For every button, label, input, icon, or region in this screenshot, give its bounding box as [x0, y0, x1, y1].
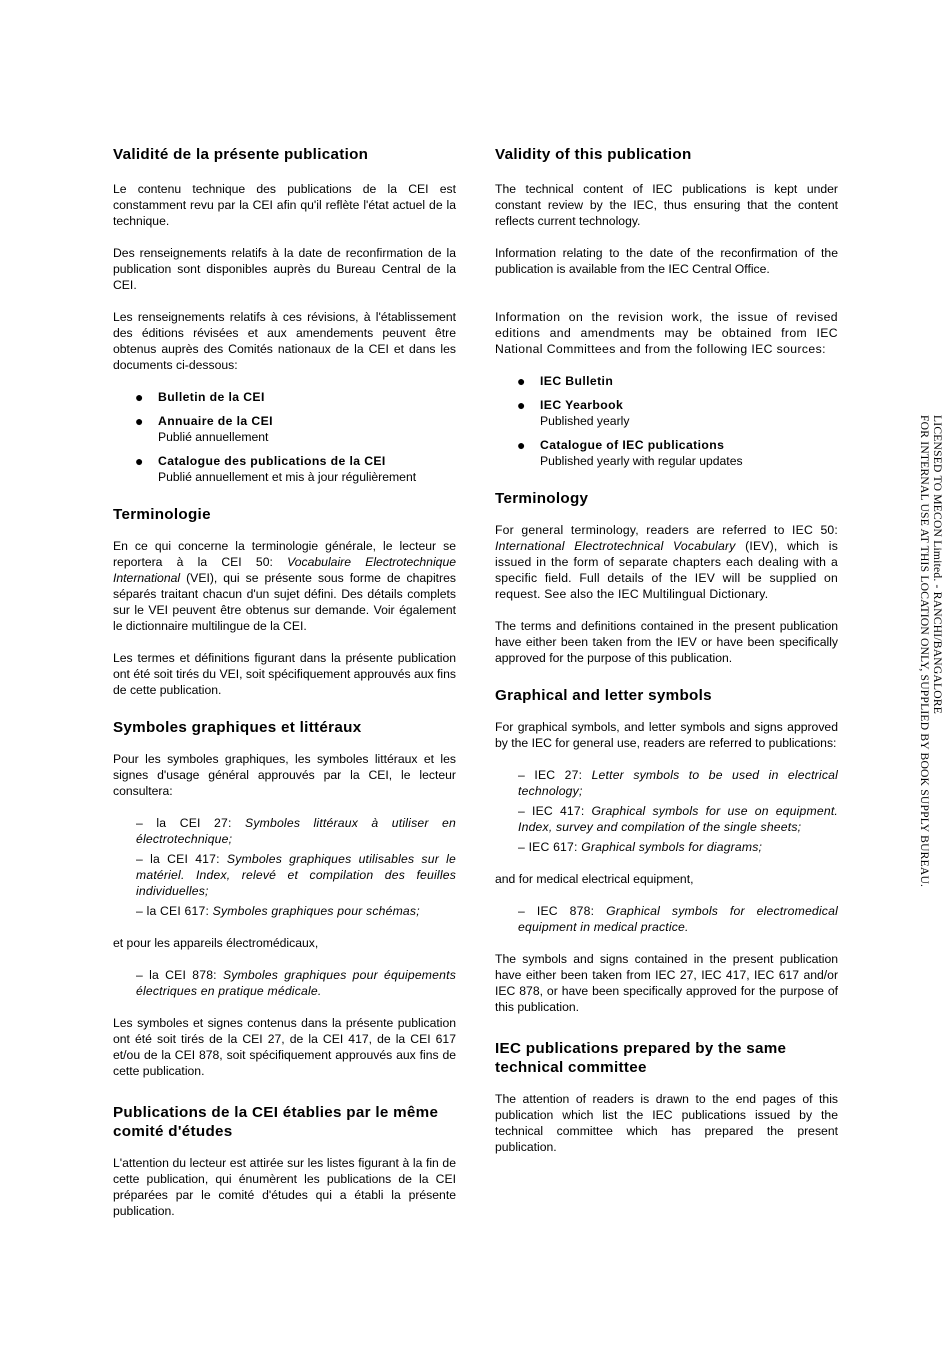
heading-validity-en: Validity of this publication: [495, 146, 692, 163]
list-item: – IEC 878: Graphical symbols for electromedical equipment in medical practice.: [518, 904, 838, 934]
list-item: – la CEI 878: Symboles graphiques pour équipements électriques en pratique médicale.: [136, 968, 457, 998]
source-title: Bulletin de la CEI: [158, 390, 265, 404]
source-subtitle: Publié annuellement et mis à jour régulièrement: [158, 470, 417, 484]
paragraph-terminology-2-fr: Les termes et définitions figurant dans la présente publication ont été soit tirés du VEI, soit spécifiquement approuvés aux fins de cette publication.: [113, 651, 456, 697]
paragraph-validity-2-fr: Des renseignements relatifs à la date de reconfirmation de la publication sont disponibles auprès du Bureau Central de la CEI.: [113, 246, 456, 292]
sources-list-fr: [113, 389, 456, 485]
paragraph-validity-2-en: Information relating to the date of the reconfirmation of the publication is available from the IEC Central Office.: [495, 246, 838, 276]
list-item: – la CEI 417: Symboles graphiques utilisables sur le matériel. Index, relevé et compilation des feuilles individuelles;: [136, 852, 456, 898]
source-subtitle: Published yearly: [540, 414, 630, 428]
list-item: [495, 437, 838, 469]
heading-publications-en: IEC publications prepared by the same technical committee: [495, 1040, 787, 1076]
sources-list-en: [495, 373, 838, 469]
symbols-list-en: [495, 767, 838, 855]
paragraph-validity-1-en: The technical content of IEC publications is kept under constant review by the IEC, thus ensuring that the content reflects current technology.: [495, 182, 838, 228]
bullet-icon: ●: [517, 373, 526, 389]
source-subtitle: Publié annuellement: [158, 430, 269, 444]
license-stamp-line-2: FOR INTERNAL USE AT THIS LOCATION ONLY, SUPPLIED BY BOOK SUPPLY BUREAU.: [918, 415, 931, 888]
medical-symbols-list-fr: [113, 967, 456, 999]
source-title: IEC Bulletin: [540, 374, 614, 388]
paragraph-symbols-3-en: The symbols and signs contained in the present publication have either been taken from IEC 27, IEC 417, IEC 617 and/or IEC 878, or have been specifically approved for the purpose of this publication.: [495, 952, 838, 1014]
list-item: – IEC 27: Letter symbols to be used in electrical technology;: [518, 768, 839, 798]
heading-validity-fr: Validité de la présente publication: [113, 146, 369, 163]
paragraph-symbols-2-en: and for medical electrical equipment,: [495, 872, 694, 886]
bullet-icon: ●: [135, 413, 144, 429]
paragraph-symbols-1-en: For graphical symbols, and letter symbols and signs approved by the IEC for general use, readers are referred to publications:: [495, 720, 838, 750]
english-column: [495, 145, 838, 1155]
list-item: – IEC 417: Graphical symbols for use on equipment. Index, survey and compilation of the single sheets;: [518, 804, 838, 834]
paragraph-validity-1-fr: Le contenu technique des publications de la CEI est constamment revu par la CEI afin qu'il reflète l'état actuel de la technique.: [113, 182, 456, 228]
paragraph-terminology-1-fr: En ce qui concerne la terminologie générale, le lecteur se reportera à la CEI 50: Vocabulaire Electrotechnique International (VEI), qui se présente sous forme de chapitres séparés traitant chacun d'un sujet défini. Des détails complets sur le VEI peuvent être obtenus sur demande. Voir également le dictionnaire multilingue de la CEI.: [113, 539, 456, 633]
paragraph-symbols-2-fr: et pour les appareils électromédicaux,: [113, 936, 319, 950]
list-item: [113, 453, 456, 485]
list-item: [113, 413, 456, 445]
heading-symbols-en: Graphical and letter symbols: [495, 687, 712, 704]
paragraph-symbols-1-fr: Pour les symboles graphiques, les symboles littéraux et les signes d'usage général approuvés par la CEI, le lecteur consultera:: [113, 752, 456, 798]
list-item: [495, 373, 838, 389]
paragraph-terminology-2-en: The terms and definitions contained in the present publication have either been taken from the IEV or have been specifically approved for the purpose of this publication.: [495, 619, 838, 665]
heading-publications-fr: Publications de la CEI établies par le même comité d'études: [113, 1104, 439, 1140]
paragraph-publications-fr: L'attention du lecteur est attirée sur les listes figurant à la fin de cette publication, qui énumèrent les publications de la CEI préparées par le comité d'études qui a établi la présente publication.: [113, 1156, 456, 1218]
bullet-icon: ●: [517, 437, 526, 453]
paragraph-publications-en: The attention of readers is drawn to the end pages of this publication which list the IEC publications issued by the technical committee which has prepared the present publication.: [495, 1092, 838, 1154]
french-column: [113, 145, 456, 1219]
symbols-list-fr: [113, 815, 456, 919]
medical-symbols-list-en: [495, 903, 838, 935]
list-item: – la CEI 617: Symboles graphiques pour schémas;: [136, 904, 420, 918]
heading-terminology-en: Terminology: [495, 490, 589, 507]
paragraph-terminology-1-en: For general terminology, readers are referred to IEC 50: International Electrotechnical Vocabulary (IEV), which is issued in the form of separate chapters each dealing with a specific field. Full details of the IEV will be supplied on request. See also the IEC Multilingual Dictionary.: [495, 523, 838, 601]
list-item: – IEC 617: Graphical symbols for diagrams;: [518, 840, 763, 854]
license-stamp: [918, 415, 944, 887]
list-item: [113, 389, 456, 405]
source-subtitle: Published yearly with regular updates: [540, 454, 743, 468]
heading-terminology-fr: Terminologie: [113, 506, 211, 523]
source-title: Annuaire de la CEI: [158, 414, 273, 428]
list-item: [495, 397, 838, 429]
bullet-icon: ●: [517, 397, 526, 413]
paragraph-validity-3-en: Information on the revision work, the issue of revised editions and amendments may be obtained from IEC National Committees and from the following IEC sources:: [495, 310, 838, 356]
source-title: Catalogue of IEC publications: [540, 438, 725, 452]
heading-symbols-fr: Symboles graphiques et littéraux: [113, 719, 362, 736]
list-item: – la CEI 27: Symboles littéraux à utiliser en électrotechnique;: [136, 816, 456, 846]
bullet-icon: ●: [135, 389, 144, 405]
paragraph-validity-3-fr: Les renseignements relatifs à ces révisions, à l'établissement des éditions révisées et aux amendements peuvent être obtenus auprès des Comités nationaux de la CEI et dans les documents ci-dessous:: [113, 310, 456, 372]
source-title: IEC Yearbook: [540, 398, 624, 412]
paragraph-symbols-3-fr: Les symboles et signes contenus dans la présente publication ont été soit tirés de la CEI 27, de la CEI 417, de la CEI 617 et/ou de la CEI 878, soit spécifiquement approuvés aux fins de cette publication.: [113, 1016, 456, 1078]
source-title: Catalogue des publications de la CEI: [158, 454, 386, 468]
license-stamp-line-1: LICENSED TO MECON Limited. - RANCHI/BANGALORE: [931, 415, 944, 715]
bullet-icon: ●: [135, 453, 144, 469]
